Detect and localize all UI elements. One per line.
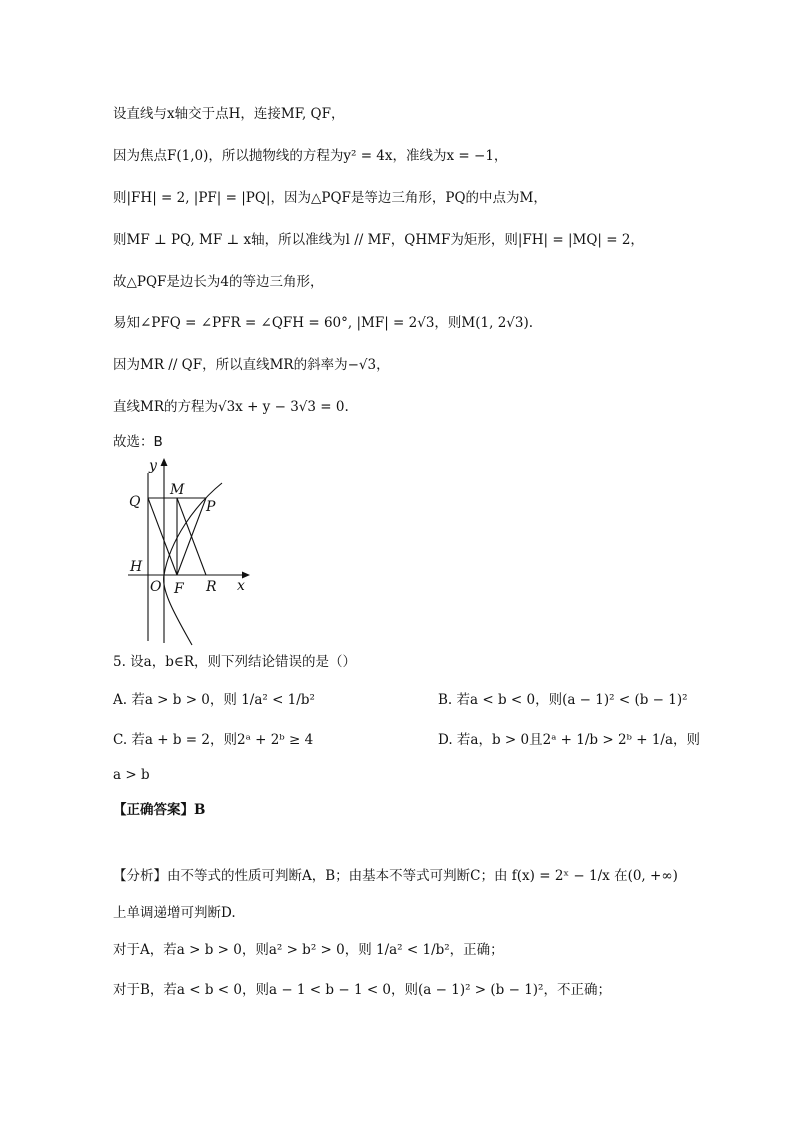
parabola-figure [120, 455, 260, 650]
answer-select: 故选：B [113, 434, 163, 450]
solution-line-1: 设直线与x轴交于点H，连接MF, QF， [113, 106, 345, 122]
label-y: y [149, 458, 157, 474]
solution-line-8: 直线MR的方程为√3x + y − 3√3 = 0. [113, 399, 349, 415]
analysis-line-3: 对于A，若a > b > 0，则a² > b² > 0，则 1/a² < 1/b²，正确； [113, 942, 504, 958]
option-b: B. 若a < b < 0，则(a − 1)² < (b − 1)² [438, 692, 688, 708]
option-a: A. 若a > b > 0，则 1/a² < 1/b² [113, 692, 315, 708]
label-h: H [130, 559, 143, 575]
label-r: R [206, 579, 217, 595]
label-f: F [174, 581, 184, 597]
label-m: M [170, 482, 185, 498]
solution-line-5: 故△PQF是边长为4的等边三角形， [113, 274, 324, 290]
solution-line-2: 因为焦点F(1,0)，所以抛物线的方程为y² = 4x，准线为x = −1， [113, 148, 508, 164]
option-d-continued: a > b [113, 767, 150, 783]
label-p: P [206, 499, 216, 515]
segment-qf [148, 498, 177, 575]
option-c: C. 若a + b = 2，则2ᵃ + 2ᵇ ≥ 4 [113, 732, 314, 748]
analysis-line-1: 【分析】由不等式的性质可判断A，B；由基本不等式可判断C；由 f(x) = 2ˣ − 1/x 在(0, +∞) [113, 868, 678, 884]
correct-answer: 【正确答案】B [113, 802, 206, 818]
label-x: x [237, 578, 245, 594]
analysis-line-2: 上单调递增可判断D. [113, 905, 236, 921]
solution-line-7: 因为MR // QF，所以直线MR的斜率为−√3， [113, 357, 390, 373]
analysis-line-4: 对于B，若a < b < 0，则a − 1 < b − 1 < 0，则(a − 1)² > (b − 1)²，不正确； [113, 982, 611, 998]
y-axis-arrow [161, 458, 168, 466]
solution-line-4: 则MF ⊥ PQ, MF ⊥ x轴，所以准线为l // MF，QHMF为矩形，则|FH| = |MQ| = 2， [113, 232, 644, 248]
label-q: Q [129, 494, 141, 510]
solution-line-6: 易知∠PFQ = ∠PFR = ∠QFH = 60°, |MF| = 2√3，则M(1, 2√3). [113, 315, 534, 331]
question-stem: 5. 设a，b∈R，则下列结论错误的是（） [113, 654, 357, 670]
label-o: O [150, 579, 162, 595]
option-d: D. 若a，b > 0且2ᵃ + 1/b > 2ᵇ + 1/a，则 [438, 732, 701, 748]
solution-line-3: 则|FH| = 2, |PF| = |PQ|，因为△PQF是等边三角形，PQ的中点为M， [113, 190, 547, 206]
